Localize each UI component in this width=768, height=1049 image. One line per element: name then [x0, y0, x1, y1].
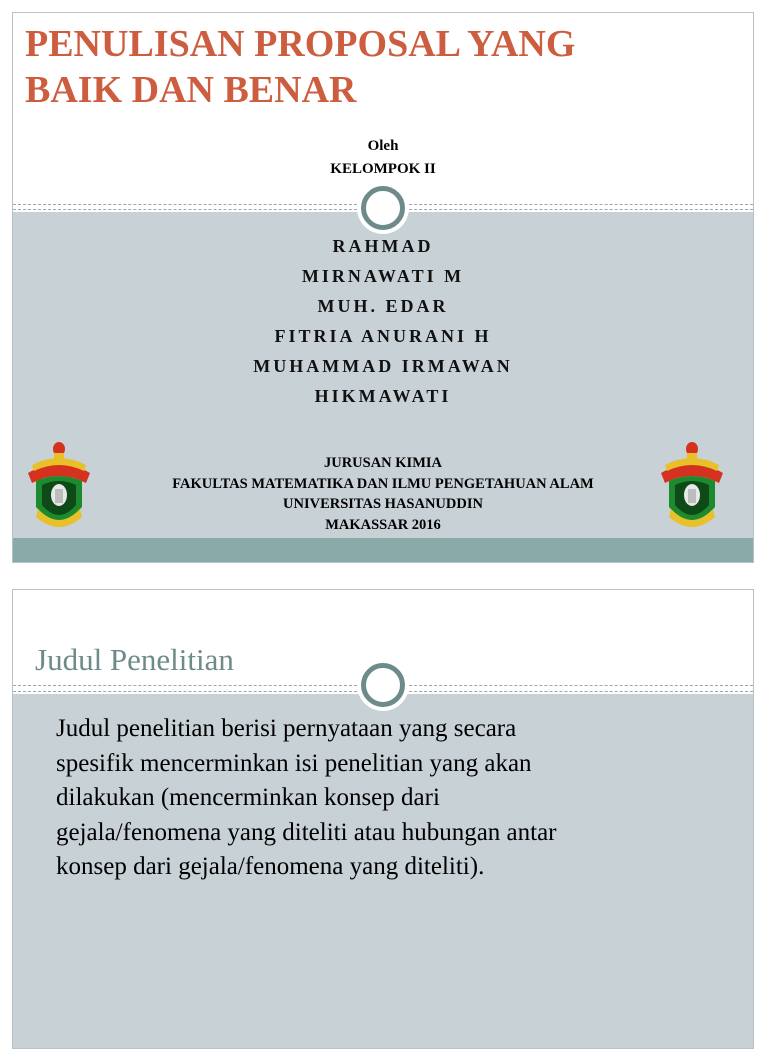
body-line: Judul penelitian berisi pernyataan yang secara: [56, 715, 517, 742]
main-title-line-1: PENULISAN PROPOSAL YANG: [25, 23, 576, 65]
ring-decoration: [361, 663, 405, 707]
main-title: [25, 21, 745, 113]
body-line: spesifik mencerminkan isi penelitian yang akan: [56, 749, 532, 777]
title-area: [13, 13, 753, 206]
slide-heading: Judul Penelitian: [35, 642, 234, 677]
slide-2: [12, 589, 754, 1049]
member-list: [13, 231, 753, 411]
department: JURUSAN KIMIA: [323, 455, 443, 471]
body-line: gejala/fenomena yang diteliti atau hubungan antar: [56, 818, 557, 846]
member-name: HIKMAWATI: [314, 386, 452, 406]
member-name: MUHAMMAD IRMAWAN: [253, 356, 513, 376]
faculty: FAKULTAS MATEMATIKA DAN ILMU PENGETAHUAN ALAM: [172, 475, 594, 492]
member-name: RAHMAD: [332, 236, 434, 256]
body-paragraph: [56, 712, 726, 885]
institution-block: [13, 453, 753, 535]
university: UNIVERSITAS HASANUDDIN: [283, 496, 483, 512]
member-name: FITRIA ANURANI H: [274, 326, 492, 346]
body-line: dilakukan (mencerminkan konsep dari: [56, 784, 440, 811]
author-block: [13, 135, 753, 181]
group-name: KELOMPOK II: [330, 161, 436, 177]
main-title-line-2: BAIK DAN BENAR: [25, 69, 357, 111]
member-name: MIRNAWATI M: [301, 266, 465, 286]
body-line: konsep dari gejala/fenomena yang diteliti).: [56, 853, 485, 880]
member-name: MUH. EDAR: [317, 296, 449, 316]
footer-band: [13, 538, 753, 563]
slide-1: [12, 12, 754, 563]
by-label: Oleh: [367, 138, 399, 154]
university-emblem-icon: [657, 439, 727, 534]
city-year: MAKASSAR 2016: [325, 516, 441, 533]
university-emblem-icon: [24, 439, 94, 534]
ring-decoration: [361, 186, 405, 230]
